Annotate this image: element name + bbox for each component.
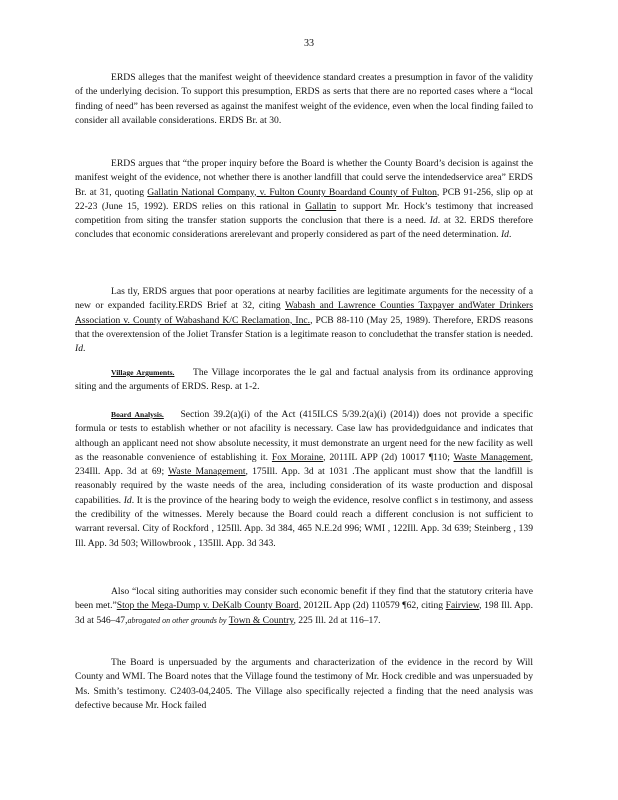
text-run: . at 32. ERDS therefore concludes that economic considerations arerelevant and properly considered as part of the need determination. xyxy=(75,215,533,241)
text-run: Also “local siting authorities may consider such economic benefit if they find that the statutory criteria have been met.” xyxy=(75,586,533,612)
case-citation-waste-management: Waste Management xyxy=(453,451,531,463)
paragraph-village-arguments xyxy=(75,366,533,395)
id-citation: Id xyxy=(500,229,509,241)
text-run: , PCB 91-256, slip op at 22-23 (June 15, 1992). ERDS relies on this rational in xyxy=(75,186,534,212)
paragraph-economic-benefit xyxy=(75,585,533,628)
paragraph-board-analysis xyxy=(75,408,533,551)
id-citation: Id xyxy=(429,215,438,227)
text-run: . xyxy=(508,229,512,241)
case-citation-fox-moraine: Fox Moraine xyxy=(271,451,324,463)
text-run: , PCB 88-110 (May 25, 1989). Therefore, ERDS reasons that the overextension of the Joliet Transfer Station is a legitimate reason to concludethat the transfer station is needed. xyxy=(75,314,533,340)
paragraph-erds-poor-operations xyxy=(75,285,533,356)
case-citation-fairview: Fairview xyxy=(445,600,480,612)
text-run: . It is the province of the hearing body to weigh the evidence, resolve conflict s in testimony, and assess the credibility of the witnesses. Merely because the Board could reach a different conclusion is not sufficient to warrant reversal. City of Rockford , 125Ill. App. 3d 384, 465 N.E.2d 996; WMI , 122Ill. App. 3d 639; Steinberg , 139 Ill. App. 3d 503; Willowbrook , 135Ill. App. 3d 343. xyxy=(75,494,534,549)
text-run: Las tly, ERDS argues that poor operations at nearby facilities are legitimate arguments for the necessity of a new or expanded facility.ERDS Brief at 32, citing xyxy=(75,286,533,312)
case-citation-stop-the-mega-dump: Stop the Mega-Dump v. DeKalb County Board xyxy=(116,600,299,612)
case-citation-gallatin-short: Gallatin xyxy=(305,200,337,212)
text-run: , 175Ill. App. 3d at 1031 .The applicant must show that the landfill is reasonably required by the waste needs of the area, including consideration of its waste production and disposal capabilities. xyxy=(75,466,533,506)
text-run: ERDS argues that “the proper inquiry before the Board is whether the County Board’s decision is against the manifest weight of the evidence, not whether there is another landfill that could serve the intendedservice area” ERDS Br. at 31, quoting xyxy=(75,158,533,198)
paragraph-board-unpersuaded xyxy=(75,656,533,713)
text-run: . xyxy=(83,343,86,355)
text-run: Section 39.2(a)(i) of the Act (415ILCS 5/39.2(a)(i) (2014)) does not provide a specific formula or tests to establish whether or not afacility is necessary. Case law has providedguidance and indicates that although an applicant need not show absolute necessity, it must demonstrate an urgent need for the new facility as well as the reasonable convenience of establishing it. xyxy=(75,409,534,463)
abrogated-note: abrogated on other grounds by xyxy=(127,615,227,625)
paragraph-erds-proper-inquiry xyxy=(75,157,533,243)
section-heading-board-analysis: Board Analysis. xyxy=(111,410,164,419)
paragraph-erds-presumption xyxy=(75,71,533,128)
text-run: , 225 Ill. 2d at 116–17. xyxy=(293,614,381,626)
text-run: The Village incorporates the le gal and factual analysis from its ordinance approving siting and the arguments of ERDS. Resp. at 1-2. xyxy=(75,367,533,393)
paragraph-text: ERDS alleges that the manifest weight of theevidence standard creates a presumption in favor of the validity of the underlying decision. To support this presumption, ERDS as serts that there are no reported cases where a “local finding of need” has been reversed as against the manifest weight of the evidence, even when the local finding failed to consider all available considerations. ERDS Br. at 30. xyxy=(75,72,533,126)
case-citation-waste-management: Waste Management xyxy=(168,466,246,478)
id-citation: Id xyxy=(123,494,132,506)
id-citation: Id xyxy=(75,343,83,355)
text-run: , 2011IL APP (2d) 10017 ¶110; xyxy=(323,451,454,463)
case-citation-town-and-country: Town & Country xyxy=(228,614,294,626)
page-number: 33 xyxy=(304,38,314,49)
text-run: to support Mr. Hock’s testimony that increased competition from siting the transfer station supports the conclusion that there is a need. xyxy=(75,200,533,227)
paragraph-text: The Board is unpersuaded by the arguments and characterization of the evidence in the record by Will County and WMI. The Board notes that the Village found the testimony of Mr. Hock credible and was unpersuaded by Ms. Smith’s testimony. C2403-04,2405. The Village also specifically rejected a finding that the need analysis was defective because Mr. Hock failed xyxy=(75,657,533,711)
text-run: , 198 Ill. App. 3d at 546–47, xyxy=(75,600,533,626)
text-run: , 2012IL App (2d) 110579 ¶62, citing xyxy=(298,600,446,612)
text-run: , 234Ill. App. 3d at 69; xyxy=(75,451,533,478)
case-citation-gallatin: Gallatin National Company, v. Fulton County Boardand County of Fulton xyxy=(147,186,437,198)
section-heading-village-arguments: Village Arguments. xyxy=(111,368,175,377)
case-citation-wabash: Wabash and Lawrence Counties Taxpayer andWater Drinkers Association v. County of Wabashand K/C Reclamation, Inc. xyxy=(75,300,533,326)
